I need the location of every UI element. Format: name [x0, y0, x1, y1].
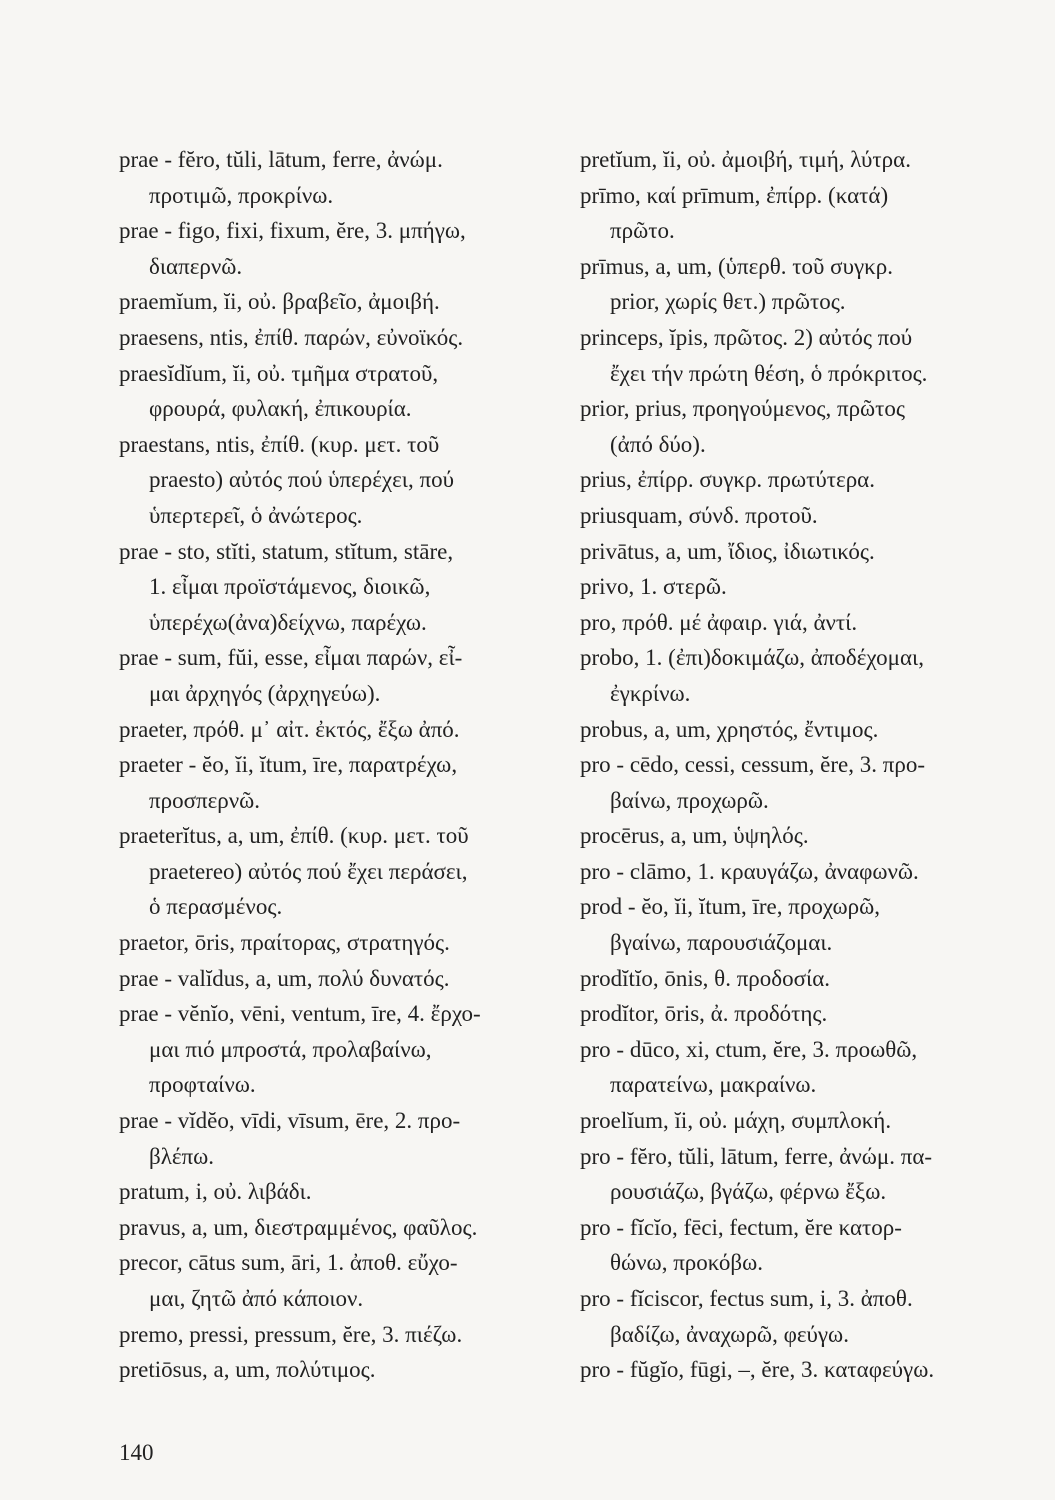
entry-continuation-line: βγαίνω, παρουσιάζομαι. — [610, 930, 833, 956]
entry-continuation-line: παρατείνω, μακραίνω. — [610, 1072, 817, 1098]
dictionary-entry-line: pravus, a, um, διεστραμμένος, φαῦλος. — [119, 1214, 478, 1240]
dictionary-entry-line: prior, prius, προηγούμενος, πρῶτος — [580, 396, 906, 422]
dictionary-entry-line: prae - fĕro, tŭli, lātum, ferre, ἀνώμ. — [119, 147, 443, 172]
dictionary-entry-line: prīmo, καί prīmum, ἐπίρρ. (κατά) — [580, 182, 889, 208]
dictionary-entry-line: praeter, πρόθ. μ᾽ αἰτ. ἐκτός, ἔξω ἀπό. — [119, 716, 460, 742]
entry-continuation-line: προσπερνῶ. — [149, 787, 261, 813]
entry-continuation-line: βαδίζω, ἀναχωρῶ, φεύγω. — [610, 1321, 849, 1347]
dictionary-entry-line: probo, 1. (ἐπι)δοκιμάζω, ἀποδέχομαι, — [580, 645, 924, 671]
dictionary-entry-line: praeterĭtus, a, um, ἐπίθ. (κυρ. μετ. τοῦ — [119, 823, 469, 849]
dictionary-entry-line: prius, ἐπίρρ. συγκρ. πρωτύτερα. — [580, 467, 875, 493]
dictionary-entry-line: prae - figo, fixi, fixum, ĕre, 3. μπήγω, — [119, 218, 466, 244]
entry-continuation-line: ὑπερτερεῖ, ὁ ἀνώτερος. — [149, 502, 363, 528]
dictionary-entry-line: procērus, a, um, ὑψηλός. — [580, 823, 809, 849]
dictionary-entry-line: prae - sum, fŭi, esse, εἶμαι παρών, εἶ- — [119, 645, 463, 671]
entry-continuation-line: (ἀπό δύο). — [610, 431, 706, 457]
entry-continuation-line: προτιμῶ, προκρίνω. — [149, 182, 334, 208]
entry-continuation-line: μαι πιό μπροστά, προλαβαίνω, — [149, 1036, 432, 1062]
left-column — [119, 142, 549, 1388]
dictionary-entry-line: pretĭum, ĭi, οὐ. ἀμοιβή, τιμή, λύτρα. — [580, 147, 911, 172]
dictionary-entry-line: prodĭtor, ōris, ἀ. προδότης. — [580, 1001, 828, 1027]
entry-continuation-line: ρουσιάζω, βγάζω, φέρνω ἔξω. — [610, 1179, 887, 1205]
dictionary-entry-line: pro - fĭcĭo, fēci, fectum, ĕre κατορ- — [580, 1214, 902, 1240]
dictionary-entry-line: pretiōsus, a, um, πολύτιμος. — [119, 1357, 376, 1383]
entry-continuation-line: ἔχει τήν πρώτη θέση, ὁ πρόκριτος. — [610, 360, 928, 386]
dictionary-entry-line: premo, pressi, pressum, ĕre, 3. πιέζω. — [119, 1321, 463, 1347]
dictionary-entry-line: pro - fĭciscor, fectus sum, i, 3. ἀποθ. — [580, 1286, 913, 1311]
dictionary-entry-line: probus, a, um, χρηστός, ἔντιμος. — [580, 716, 879, 742]
dictionary-entry-line: prae - vĕnĭo, vēni, ventum, īre, 4. ἔρχο- — [119, 1001, 481, 1027]
entry-continuation-line: προφταίνω. — [149, 1072, 256, 1098]
entry-continuation-line: θώνω, προκόβω. — [610, 1250, 763, 1276]
dictionary-entry-line: pratum, i, οὐ. λιβάδι. — [119, 1179, 312, 1205]
entry-continuation-line: ὑπερέχω(ἀνα)δείχνω, παρέχω. — [149, 609, 427, 635]
entry-continuation-line: μαι, ζητῶ ἀπό κάποιον. — [149, 1286, 364, 1311]
dictionary-entry-line: pro - fŭgĭo, fūgi, –, ĕre, 3. καταφεύγω. — [580, 1357, 935, 1383]
dictionary-entry-line: privo, 1. στερῶ. — [580, 574, 727, 600]
dictionary-entry-line: pro - cēdo, cessi, cessum, ĕre, 3. προ- — [580, 752, 925, 778]
dictionary-entry-line: privātus, a, um, ἴδιος, ἰδιωτικός. — [580, 538, 875, 564]
dictionary-entry-line: prod - ĕo, ĭi, ĭtum, īre, προχωρῶ, — [580, 894, 881, 920]
dictionary-entry-line: praeter - ĕo, ĭi, ĭtum, īre, παρατρέχω, — [119, 752, 458, 778]
dictionary-entry-line: prīmus, a, um, (ὑπερθ. τοῦ συγκρ. — [580, 253, 893, 279]
entry-continuation-line: prior, χωρίς θετ.) πρῶτος. — [610, 289, 846, 315]
dictionary-entry-line: pro, πρόθ. μέ ἀφαιρ. γιά, ἀντί. — [580, 609, 858, 635]
dictionary-entry-line: pro - clāmo, 1. κραυγάζω, ἀναφωνῶ. — [580, 858, 919, 884]
entry-continuation-line: βαίνω, προχωρῶ. — [610, 787, 769, 813]
dictionary-entry-line: praesĭdĭum, ĭi, οὐ. τμῆμα στρατοῦ, — [119, 360, 439, 386]
entry-continuation-line: ὁ περασμένος. — [149, 894, 283, 920]
entry-continuation-line: φρουρά, φυλακή, ἐπικουρία. — [149, 396, 412, 422]
entry-continuation-line: βλέπω. — [149, 1143, 215, 1169]
entry-continuation-line: praesto) αὐτός πού ὑπερέχει, πού — [149, 467, 454, 493]
entry-continuation-line: πρῶτο. — [610, 218, 675, 244]
entry-continuation-line: ἐγκρίνω. — [610, 680, 691, 706]
entry-continuation-line: μαι ἀρχηγός (ἀρχηγεύω). — [149, 680, 381, 706]
dictionary-entry-line: proelĭum, ĭi, οὐ. μάχη, συμπλοκή. — [580, 1108, 892, 1134]
dictionary-entry-line: prae - sto, stĭti, statum, stĭtum, stāre, — [119, 538, 454, 564]
dictionary-entry-line: priusquam, σύνδ. προτοῦ. — [580, 502, 818, 528]
dictionary-entry-line: praetor, ōris, πραίτορας, στρατηγός. — [119, 930, 450, 956]
dictionary-entry-line: praemĭum, ĭi, οὐ. βραβεῖο, ἀμοιβή. — [119, 289, 440, 315]
entry-continuation-line: praetereo) αὐτός πού ἔχει περάσει, — [149, 858, 468, 884]
right-column — [580, 142, 1020, 1388]
dictionary-entry-line: prodĭtĭo, ōnis, θ. προδοσία. — [580, 965, 831, 991]
dictionary-entry-line: prae - valĭdus, a, um, πολύ δυνατός. — [119, 965, 450, 991]
dictionary-entry-line: pro - dūco, xi, ctum, ĕre, 3. προωθῶ, — [580, 1036, 918, 1062]
dictionary-entry-line: princeps, ĭpis, πρῶτος. 2) αὐτός πού — [580, 324, 913, 350]
dictionary-entry-line: precor, cātus sum, āri, 1. ἀποθ. εὔχο- — [119, 1250, 458, 1276]
page-number: 140 — [119, 1440, 154, 1465]
dictionary-entry-line: praestans, ntis, ἐπίθ. (κυρ. μετ. τοῦ — [119, 431, 440, 457]
dictionary-entry-line: prae - vĭdĕo, vīdi, vīsum, ēre, 2. προ- — [119, 1108, 461, 1134]
dictionary-entry-line: pro - fĕro, tŭli, lātum, ferre, ἀνώμ. πα- — [580, 1143, 933, 1169]
entry-continuation-line: 1. εἶμαι προϊστάμενος, διοικῶ, — [149, 574, 431, 600]
dictionary-entry-line: praesens, ntis, ἐπίθ. παρών, εὐνοϊκός. — [119, 324, 464, 350]
entry-continuation-line: διαπερνῶ. — [149, 253, 243, 279]
